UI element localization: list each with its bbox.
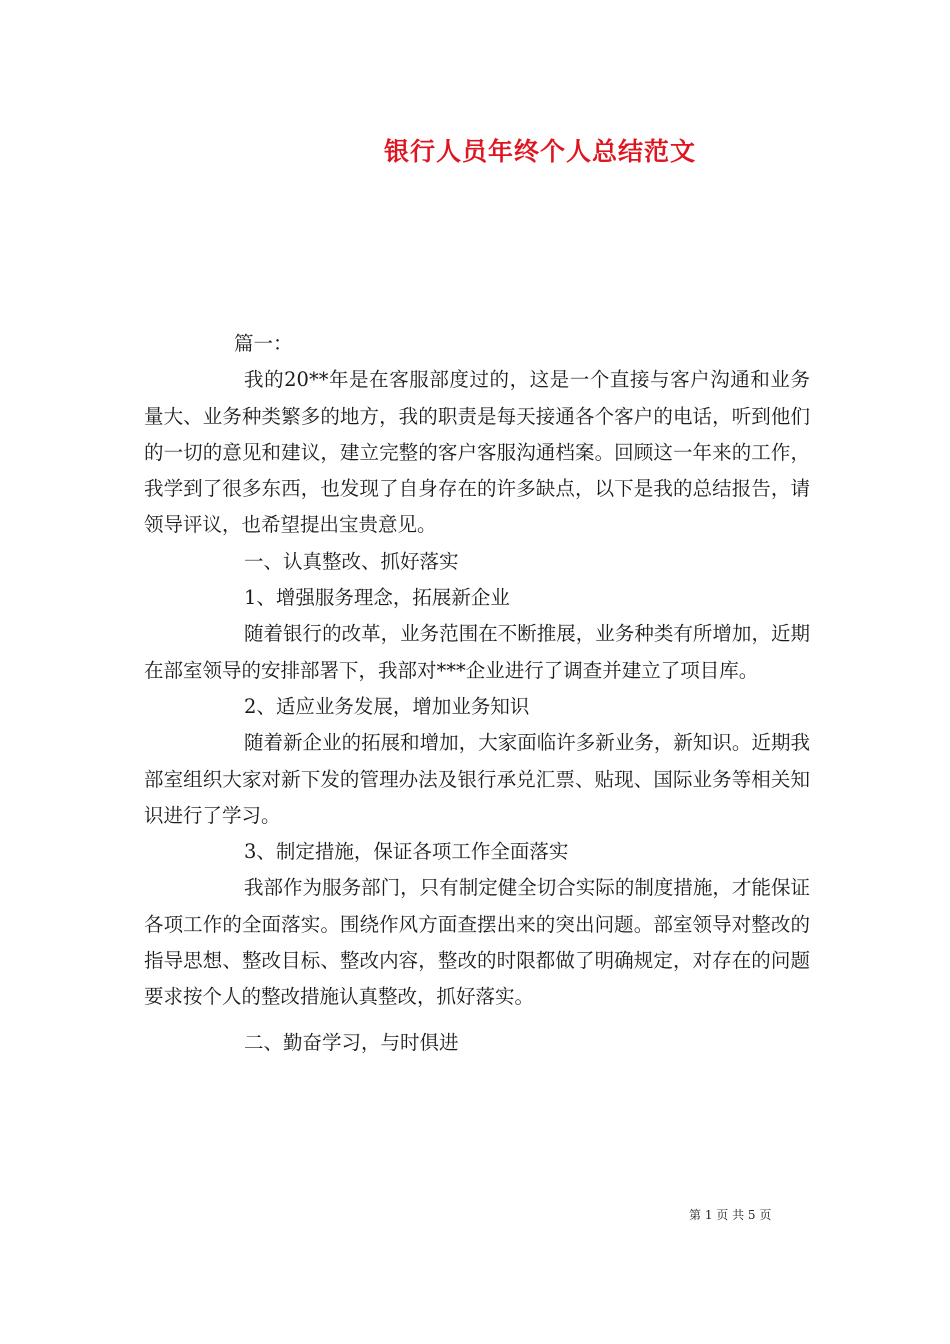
paragraph-three: 我部作为服务部门，只有制定健全切合实际的制度措施，才能保证各项工作的全面落实。围绕作风方面查摆出来的突出问题。部室领导对整改的指导思想、整改目标、整改内容，整改的时限都做了明确规定，对存在的问题要求按个人的整改措施认真整改，抓好落实。	[144, 876, 810, 1009]
paragraph-intro: 我的20**年是在客服部度过的，这是一个直接与客户沟通和业务量大、业务种类繁多的地方，我的职责是每天接通各个客户的电话，听到他们的一切的意见和建议，建立完整的客户客服沟通档案。回顾这一年来的工作，我学到了很多东西，也发现了自身存在的许多缺点，以下是我的总结报告，请领导评议，也希望提出宝贵意见。	[144, 368, 810, 537]
heading-two: 二、勤奋学习，与时俱进	[244, 1030, 459, 1054]
document-title: 银行人员年终个人总结范文	[383, 137, 696, 166]
paragraph-two: 随着新企业的拓展和增加，大家面临许多新业务，新知识。近期我部室组织大家对新下发的管理办法及银行承兑汇票、贴现、国际业务等相关知识进行了学习。	[144, 731, 810, 827]
paragraph-one: 随着银行的改革，业务范围在不断推展，业务种类有所增加，近期在部室领导的安排部署下，我部对***企业进行了调查并建立了项目库。	[144, 622, 810, 682]
subheading-three: 3、制定措施，保证各项工作全面落实	[244, 840, 569, 864]
page-indicator: 第 1 页 共 5 页	[689, 1208, 772, 1222]
document-body	[144, 326, 810, 1061]
subheading-one: 1、增强服务理念，拓展新企业	[244, 586, 510, 610]
heading-one: 一、认真整改、抓好落实	[244, 549, 459, 573]
subheading-two: 2、适应业务发展，增加业务知识	[244, 694, 530, 718]
section-label: 篇一：	[234, 332, 293, 355]
